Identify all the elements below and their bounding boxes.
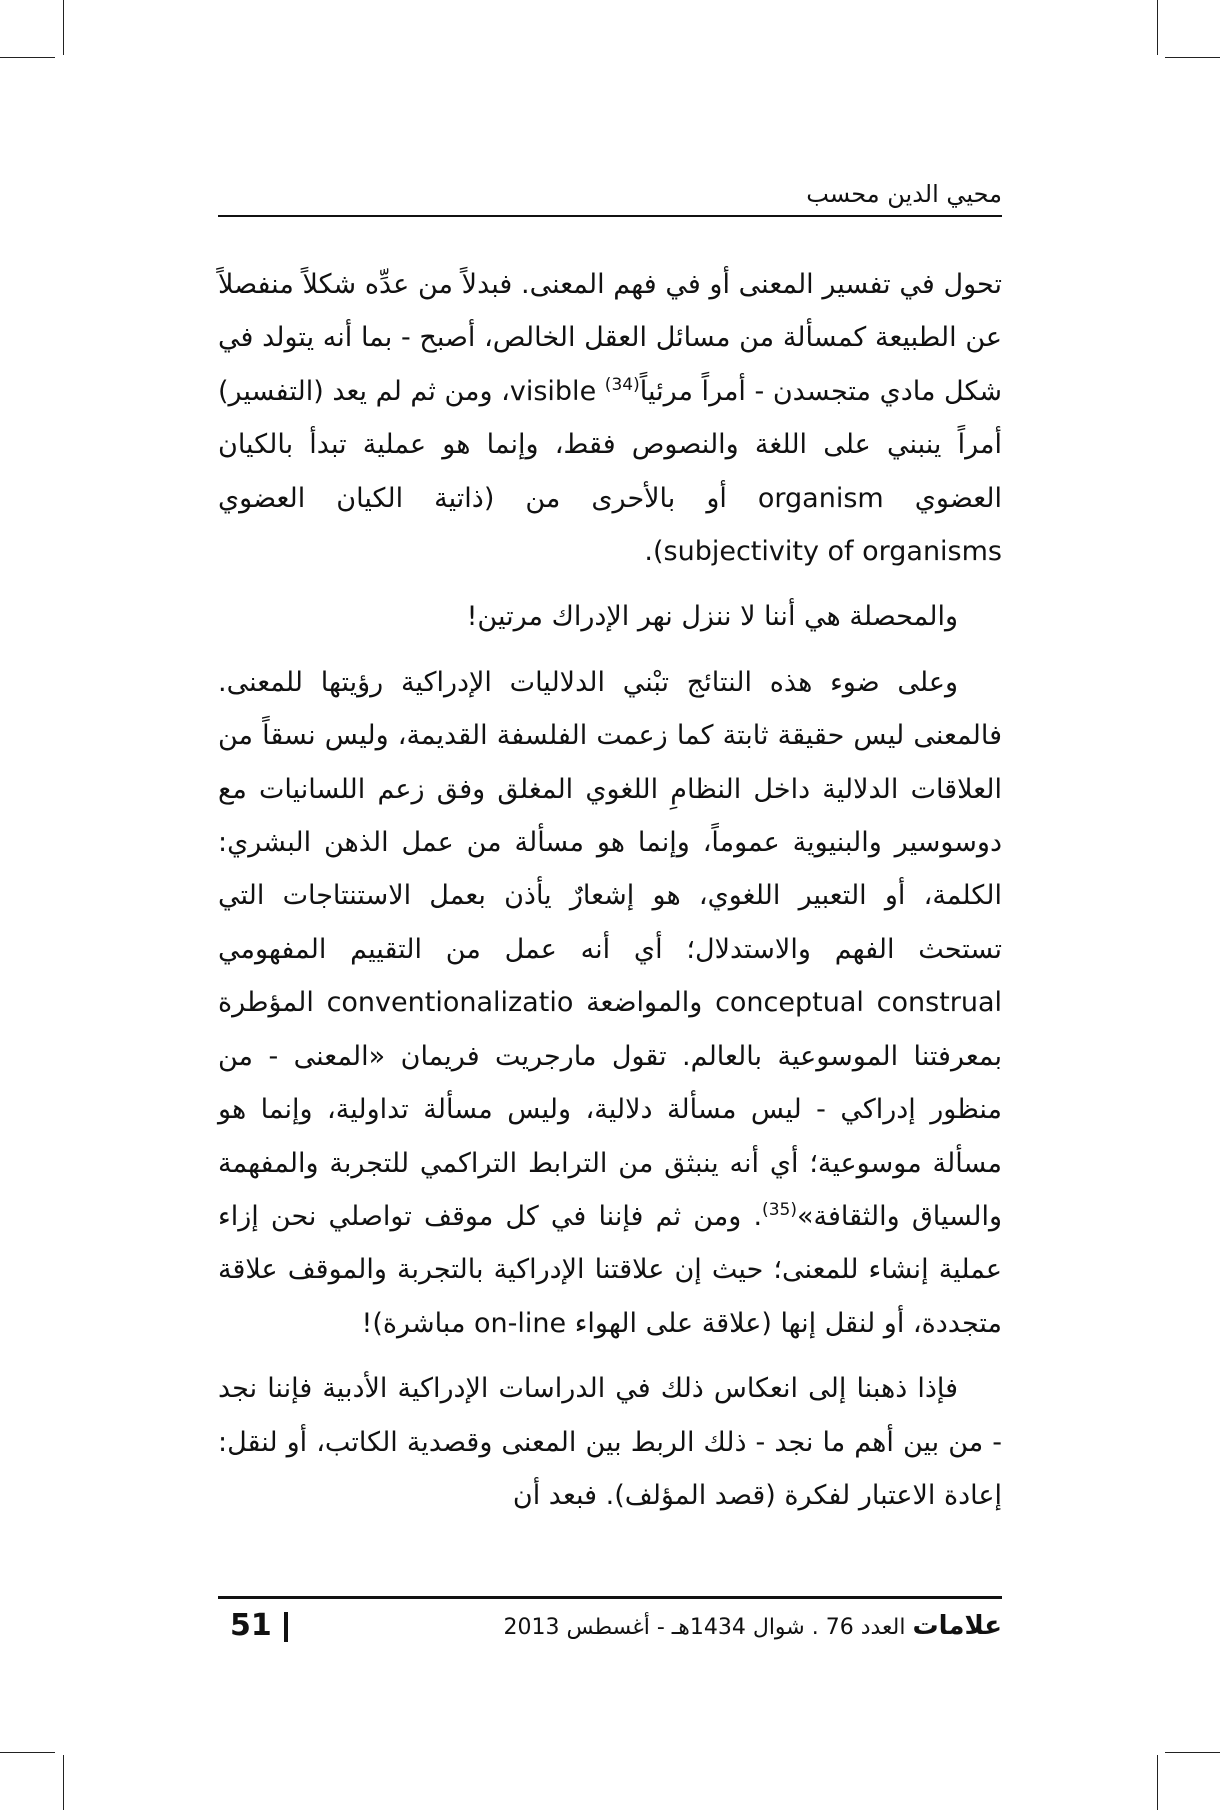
footnote-ref-34: (34)	[604, 374, 640, 395]
article-body	[218, 258, 1002, 1534]
crop-mark	[1157, 0, 1158, 55]
crop-mark	[1165, 1752, 1220, 1753]
crop-mark	[63, 0, 64, 55]
paragraph-4: فإذا ذهبنا إلى انعكاس ذلك في الدراسات الإدراكية الأدبية فإننا نجد - من بين أهم ما نجد - ذلك الربط بين المعنى وقصدية الكاتب، أو لنقل: إعادة الاعتبار لفكرة (قصد المؤلف). فبعد أن	[218, 1373, 1002, 1511]
header-rule	[218, 215, 1002, 217]
crop-mark	[63, 1755, 64, 1810]
paragraph-1: تحول في تفسير المعنى أو في فهم المعنى. فبدلاً من عدِّه شكلاً منفصلاً عن الطبيعة كمسألة من مسائل العقل الخالص، أصبح - بما أنه يتولد في شكل مادي متجسدن - أمراً مرئياً$^{(34)}$ visible، ومن ثم لم يعد (التفسير) أمراً ينبني على اللغة والنصوص فقط، وإنما هو عملية تبدأ بالكيان العضوي organism أو بالأحرى من (ذاتية الكيان العضوي subjectivity of organisms).	[218, 269, 1002, 568]
journal-name: علامات	[912, 1611, 1002, 1641]
paragraph-2: والمحصلة هي أننا لا ننزل نهر الإدراك مرتين!	[466, 601, 958, 633]
paragraph-3: وعلى ضوء هذه النتائج تبْني الدلاليات الإدراكية رؤيتها للمعنى. فالمعنى ليس حقيقة ثابتة كما زعمت الفلسفة القديمة، وليس نسقاً من العلاقات الدلالية داخل النظامِ اللغوي المغلق وفق زعم اللسانيات مع دوسوسير والبنيوية عموماً، وإنما هو مسألة من عمل الذهن البشري: الكلمة، أو التعبير اللغوي، هو إشعارٌ يأذن بعمل الاستنتاجات التي تستحث الفهم والاستدلال؛ أي أنه عمل من التقييم المفهومي conceptual construal والمواضعة conventionalizatio المؤطرة بمعرفتنا الموسوعية بالعالم. تقول مارجريت فريمان «المعنى - من منظور إدراكي - ليس مسألة دلالية، وليس مسألة تداولية، وإنما هو مسألة موسوعية؛ أي أنه ينبثق من الترابط التراكمي للتجربة والمفهمة والسياق والثقافة»$^{(35)}$. ومن ثم فإننا في كل موقف تواصلي نحن إزاء عملية إنشاء للمعنى؛ حيث إن علاقتنا الإدراكية بالتجربة والموقف علاقة متجددة، أو لنقل إنها (علاقة على الهواء on-line مباشرة)!	[218, 666, 1002, 1339]
footnote-ref-35: (35)	[762, 1199, 797, 1220]
issue-info: العدد 76 . شوال 1434هـ - أغسطس 2013	[503, 1615, 906, 1640]
journal-info	[504, 1604, 1002, 1650]
author-name: محيي الدين محسب	[806, 180, 1002, 208]
page-number: 51	[230, 1608, 272, 1643]
term-visible: visible	[509, 375, 597, 407]
crop-mark	[1165, 57, 1220, 58]
page-footer	[218, 1604, 1002, 1648]
crop-mark	[1157, 1755, 1158, 1810]
footer-separator	[284, 1612, 288, 1642]
footer-rule	[218, 1596, 1002, 1599]
crop-mark	[0, 57, 55, 58]
crop-mark	[0, 1752, 55, 1753]
running-header	[218, 176, 1002, 212]
